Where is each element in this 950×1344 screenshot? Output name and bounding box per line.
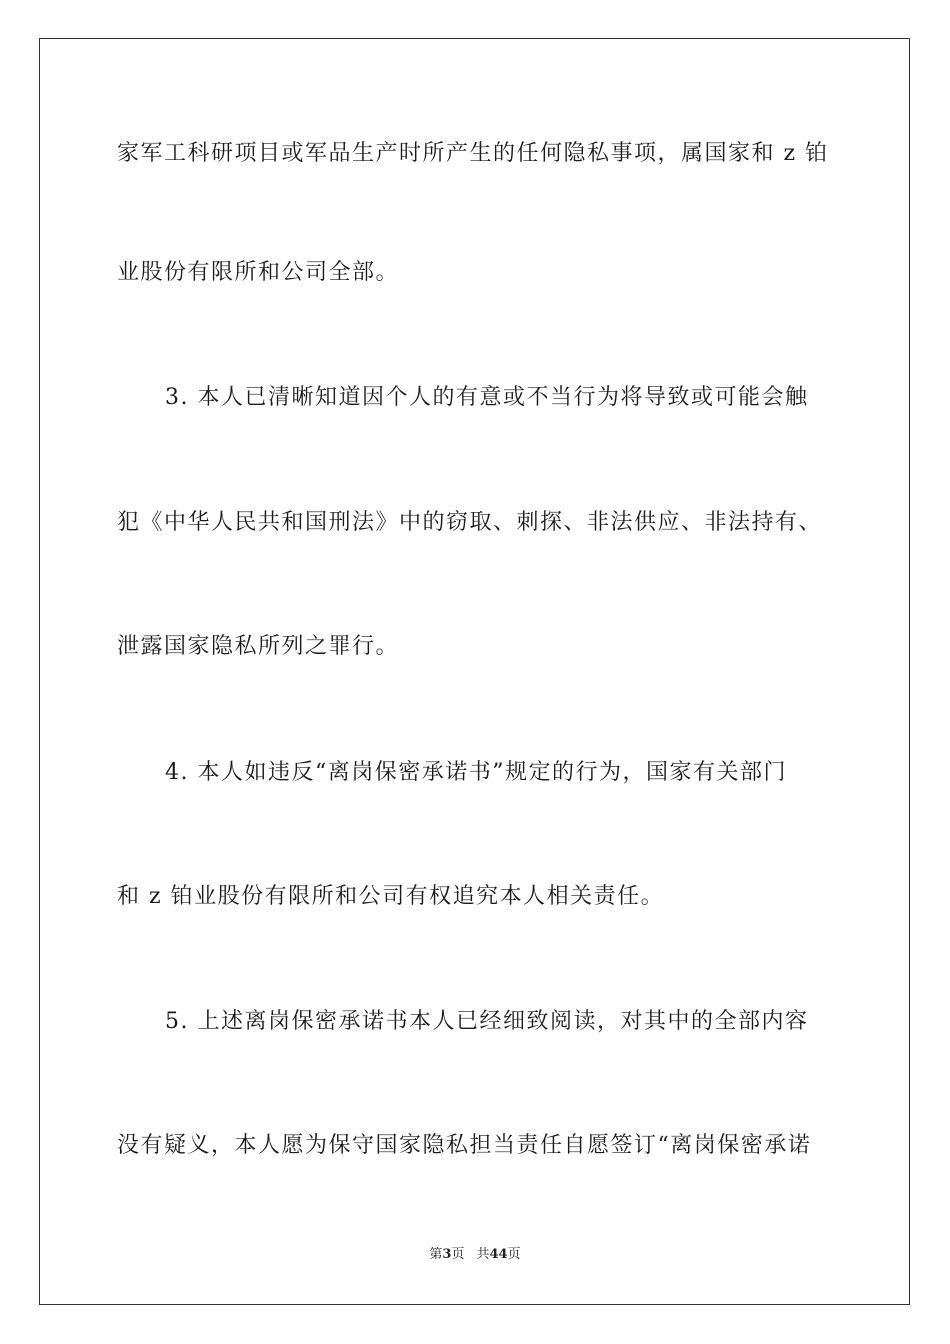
body-text-line: 犯《中华人民共和国刑法》中的窃取、刺探、非法供应、非法持有、: [117, 510, 823, 535]
body-text-line: 没有疑义，本人愿为保守国家隐私担当责任自愿签订“离岗保密承诺: [117, 1133, 812, 1158]
page-prefix: 第: [429, 1247, 443, 1262]
body-text-line: 业股份有限所和公司全部。: [117, 260, 400, 285]
clause-5-line: 5. 上述离岗保密承诺书本人已经细致阅读，对其中的全部内容: [165, 1009, 809, 1034]
body-text-line: 家军工科研项目或军品生产时所产生的任何隐私事项，属国家和 z 铂: [117, 141, 829, 166]
clause-4-line: 4. 本人如违反“离岗保密承诺书”规定的行为，国家有关部门: [165, 760, 787, 785]
total-pages: 44: [489, 1247, 508, 1262]
page-suffix: 页: [451, 1247, 465, 1262]
page-frame: [39, 38, 910, 1305]
body-text-line: 和 z 铂业股份有限所和公司有权追究本人相关责任。: [117, 884, 665, 909]
body-text-line: 泄露国家隐私所列之罪行。: [117, 634, 400, 659]
clause-3-line: 3. 本人已清晰知道因个人的有意或不当行为将导致或可能会触: [165, 385, 809, 410]
page-number: 3: [442, 1247, 452, 1262]
total-suffix: 页: [507, 1247, 521, 1262]
page-footer: [0, 1246, 950, 1264]
total-prefix: 共: [476, 1247, 490, 1262]
